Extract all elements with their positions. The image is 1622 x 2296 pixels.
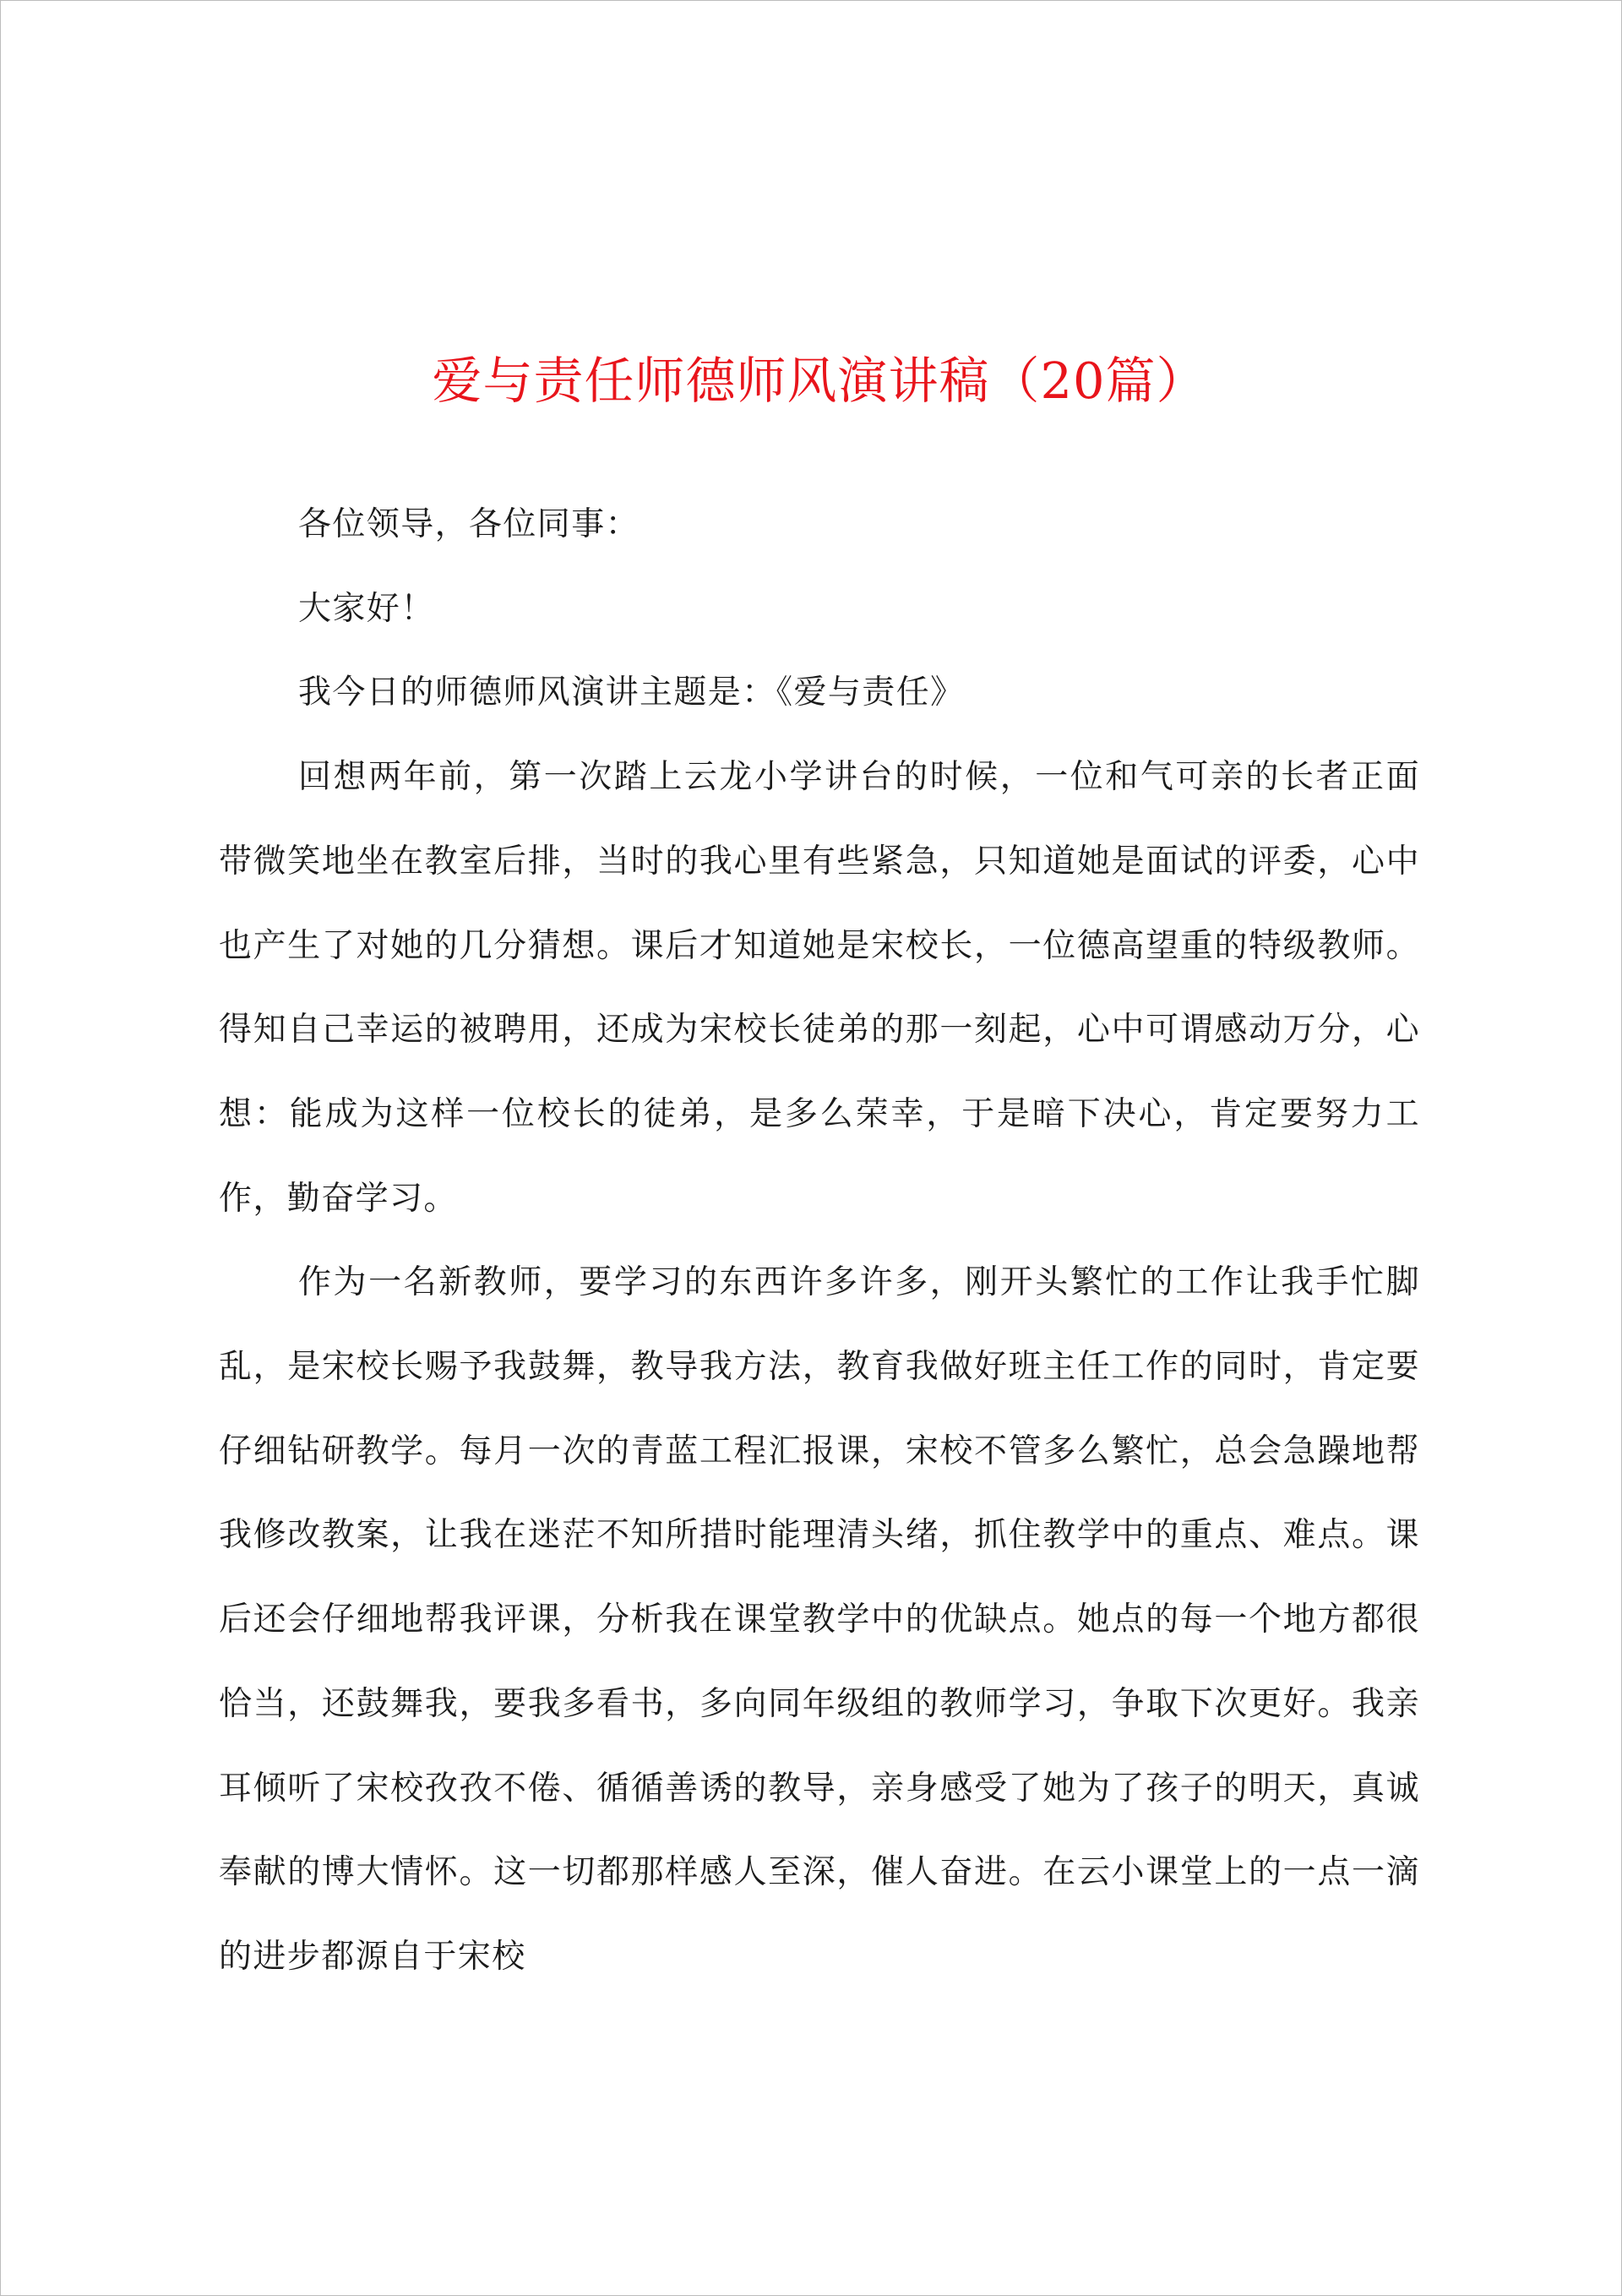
- paragraph-topic: 我今日的师德师风演讲主题是：《爱与责任》: [298, 674, 965, 712]
- paragraph-new-teacher: 作为一名新教师，要学习的东西许多许多，刚开头繁忙的工作让我手忙脚乱，是宋校长赐予我鼓舞，教导我方法，教育我做好班主任工作的同时，肯定要仔细钻研教学。每月一次的青蓝工程汇报课，宋校不管多么繁忙，总会急躁地帮我修改教案，让我在迷茫不知所措时能理清头绪，抓住教学中的重点、难点。课后还会仔细地帮我评课，分析我在课堂教学中的优缺点。她点的每一个地方都很恰当，还鼓舞我，要我多看书，多向同年级组的教师学习，争取下次更好。我亲耳倾听了宋校孜孜不倦、循循善诱的教导，亲身感受了她为了孩子的明天，真诚奉献的博大情怀。这一切都那样感人至深，催人奋进。在云小课堂上的一点一滴的进步都源自于宋校: [219, 1263, 1420, 1976]
- paragraph-recollection: 回想两年前，第一次踏上云龙小学讲台的时候，一位和气可亲的长者正面带微笑地坐在教室后排，当时的我心里有些紧急，只知道她是面试的评委，心中也产生了对她的几分猜想。课后才知道她是宋校长，一位德高望重的特级教师。得知自己幸运的被聘用，还成为宋校长徒弟的那一刻起，心中可谓感动万分，心想：能成为这样一位校长的徒弟，是多么荣幸，于是暗下决心，肯定要努力工作，勤奋学习。: [219, 758, 1420, 1218]
- greeting-line: 大家好！: [298, 589, 435, 628]
- document-title: 爱与责任师德师风演讲稿（20篇）: [432, 352, 1207, 410]
- salutation-line: 各位领导，各位同事：: [298, 505, 640, 543]
- document-body: [219, 483, 1420, 1999]
